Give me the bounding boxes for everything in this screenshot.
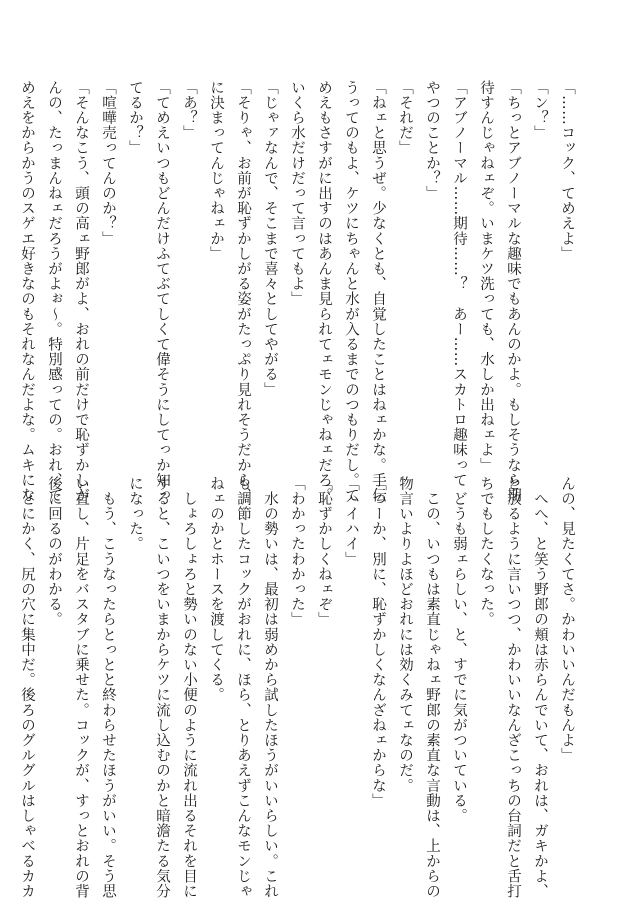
text-line: 「そんなこう、頭の高ェ野郎がよ、おれの前だけで恥ずかしが [73,80,89,503]
text-line: めえをからかうのスゲエ好きなのもそれなんだよな。ムキにな [19,80,35,503]
text-line: も調節したコックがおれに、ほら、とりあえずこんなモンじゃ [235,476,251,899]
text-line: ちでもしたくなった。 [478,476,494,627]
text-line: 水の勢いは、最初は弱めから試したほうがいいらしい。これ [262,476,278,899]
text-line: 「恥ずかしくねェぞ」 [316,476,332,627]
text-line: 「ちっとアブノーマルな趣味でもあんのかよ。もしそうなら期 [505,80,521,503]
top-text-block [19,80,580,503]
text-line: やつのことか？」 [424,80,440,201]
text-line: どうも弱ェらしい、と、すでに気がついている。 [451,476,467,824]
text-line: 「ねェと思うぜ。少なくとも、自覚したことはねェかな。手伝 [370,80,386,503]
text-line: もう、こうなったらとっとと終わらせたほうがいい。そう思 [100,476,116,899]
text-line: と放るように言いつつ、かわいいなんざこっちの台詞だと舌打 [505,476,521,899]
text-line: 「アブノーマル……期待……？ あー……スカトロ趣味って [451,80,467,488]
text-line: 「わかったわかった」 [289,476,305,627]
text-line: んの、見たくてさ。かわいいんだもんよ」 [559,476,575,763]
text-line: 「じゃァなんで、そこまで喜々としてやがる」 [262,80,278,398]
text-line: めえもさすがに出すのはあんま見られてェモンじゃねェだろ。 [316,80,332,503]
bottom-text-block [19,476,580,899]
text-line: へへ、と笑う野郎の頬は赤らんでいて、おれは、ガキかよ、 [532,476,548,899]
text-line: しょろしょろと勢いのない小便のように流れ出るそれを目に [181,476,197,899]
text-line: 「それだ」 [397,80,413,156]
text-line: 「……コック、てめえよ」 [559,80,575,262]
text-line: になった。 [127,476,143,552]
text-line: に決まってんじゃねェか」 [208,80,224,262]
text-line: とにかく、尻の穴に集中だ。後ろのグルグルはしゃべるカカ [19,476,35,899]
text-line: すると、こいつをいまからケツに流し込むのかと暗澹たる気分 [154,476,170,899]
text-line: ねェのかとホースを渡してくる。 [208,476,224,703]
text-line: いくら水だけだって言ってもよ」 [289,80,305,307]
text-line: 「ハイハイ」 [343,476,359,567]
text-line: 「てめえいつもどんだけふてぶてしくて偉そうにしてっか知っ [154,80,170,503]
text-line: この、いつもは素直じゃねェ野郎の素直な言動は、上からの [424,476,440,899]
text-line: うってのもよ、ケツにちゃんと水が入るまでのつもりだし。て [343,80,359,503]
text-line: 物言いよりよほどおれには効くみてェなのだ。 [397,476,413,794]
text-line: 「つーか、別に、恥ずかしくなんざねェからな」 [370,476,386,809]
text-line: 「そりゃ、お前が恥ずかしがる姿がたっぷり見れそうだから、 [235,80,251,503]
text-line: 「ン？」 [532,80,548,141]
text-line: い直し、片足をバスタブに乗せた。コックが、すっとおれの背 [73,476,89,899]
text-line: 後に回るのがわかる。 [46,476,62,627]
text-line: 待すんじゃねェぞ。いまケツ洗っても、水しか出ねェよ」 [478,80,494,473]
text-line: んの、たっまんねェだろうがよぉ～。特別感っての。おれ、て [46,80,62,503]
text-line: 「あ？」 [181,80,197,141]
text-line: 「喧嘩売ってんのか？」 [100,80,116,247]
text-line: てるか？」 [127,80,143,156]
